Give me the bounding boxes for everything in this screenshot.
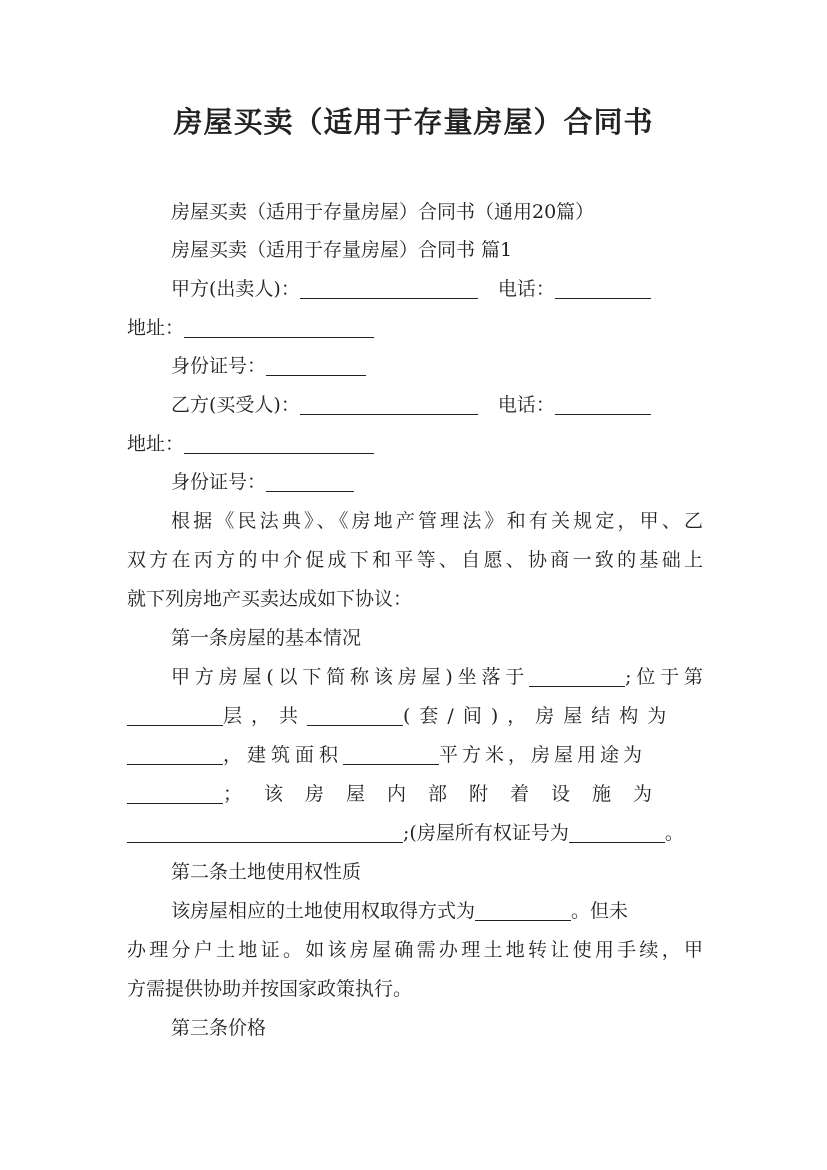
party-a-address-blank xyxy=(184,313,374,338)
article-2-line xyxy=(127,892,703,931)
article-1-line xyxy=(127,697,703,736)
party-b-id-line xyxy=(127,463,703,502)
chapter-heading xyxy=(127,231,703,270)
area-blank xyxy=(343,740,439,765)
party-b-line xyxy=(127,386,703,425)
paragraph-line: 双方在丙方的中介促成下和平等、自愿、协商一致的基础上 xyxy=(127,549,703,571)
article-1-line xyxy=(127,736,703,775)
usage-blank xyxy=(127,779,223,804)
subtitle-line xyxy=(127,193,703,232)
party-b-address-label: 地址： xyxy=(127,433,185,455)
article-2-line: 方需提供协助并按国家政策执行。 xyxy=(127,978,413,1000)
party-a-id-line xyxy=(127,347,703,386)
party-a-id-blank xyxy=(266,351,366,376)
article-2-heading: 第二条土地使用权性质 xyxy=(171,861,362,883)
article-1-line xyxy=(127,658,703,697)
party-b-address-line xyxy=(127,425,703,464)
party-b-address-blank xyxy=(184,429,374,454)
structure-blank xyxy=(127,740,223,765)
certificate-blank xyxy=(569,818,665,843)
area-label: ，建筑面积 xyxy=(223,744,344,766)
party-a-address-line xyxy=(127,309,703,348)
facilities-label: ；该房屋内部附着设施为 xyxy=(223,783,675,805)
party-b-name-blank xyxy=(300,390,478,415)
party-b-id-label: 身份证号： xyxy=(171,471,267,493)
party-b-id-blank xyxy=(266,467,354,492)
certificate-label: ;(房屋所有权证号为 xyxy=(403,822,569,844)
land-right-label: 该房屋相应的土地使用权取得方式为 xyxy=(171,900,476,922)
party-b-label: 乙方(买受人)： xyxy=(171,394,300,416)
subtitle-text: 房屋买卖（适用于存量房屋）合同书（通用20篇） xyxy=(171,201,595,223)
party-a-name-blank xyxy=(300,274,478,299)
article-1-heading: 第一条房屋的基本情况 xyxy=(171,627,362,649)
article-2-line: 办理分户土地证。如该房屋确需办理土地转让使用手续，甲 xyxy=(127,939,703,961)
party-b-phone-blank xyxy=(555,390,651,415)
document-title: 房屋买卖（适用于存量房屋）合同书 xyxy=(173,105,654,139)
chapter-heading-text: 房屋买卖（适用于存量房屋）合同书 篇1 xyxy=(171,239,513,261)
period-mark: 。 xyxy=(664,822,684,844)
party-b-phone-label: 电话： xyxy=(497,394,555,416)
floor-blank xyxy=(127,701,223,726)
paragraph-line: 就下列房地产买卖达成如下协议： xyxy=(127,588,413,610)
paragraph-line: 根据《民法典》、《房地产管理法》和有关规定，甲、乙 xyxy=(171,510,703,532)
article-3-heading: 第三条价格 xyxy=(171,1017,267,1039)
units-blank xyxy=(307,701,403,726)
land-right-tail: 。但未 xyxy=(571,900,629,922)
usage-label: 平方米，房屋用途为 xyxy=(439,744,647,766)
party-a-phone-label: 电话： xyxy=(497,278,555,300)
article-1-line xyxy=(127,775,703,814)
floor-label: ;位于第 xyxy=(625,666,704,688)
land-right-blank xyxy=(475,896,571,921)
location-blank xyxy=(529,662,625,687)
party-a-line xyxy=(127,270,703,309)
party-a-id-label: 身份证号： xyxy=(171,355,267,377)
structure-label: (套/间)，房屋结构为 xyxy=(403,705,676,727)
article-1-line xyxy=(127,814,703,853)
location-label: 甲方房屋(以下简称该房屋)坐落于 xyxy=(171,666,530,688)
party-a-phone-blank xyxy=(555,274,651,299)
party-a-label: 甲方(出卖人)： xyxy=(171,278,300,300)
units-label: 层，共 xyxy=(223,705,308,727)
facilities-blank xyxy=(127,818,403,843)
party-a-address-label: 地址： xyxy=(127,317,185,339)
